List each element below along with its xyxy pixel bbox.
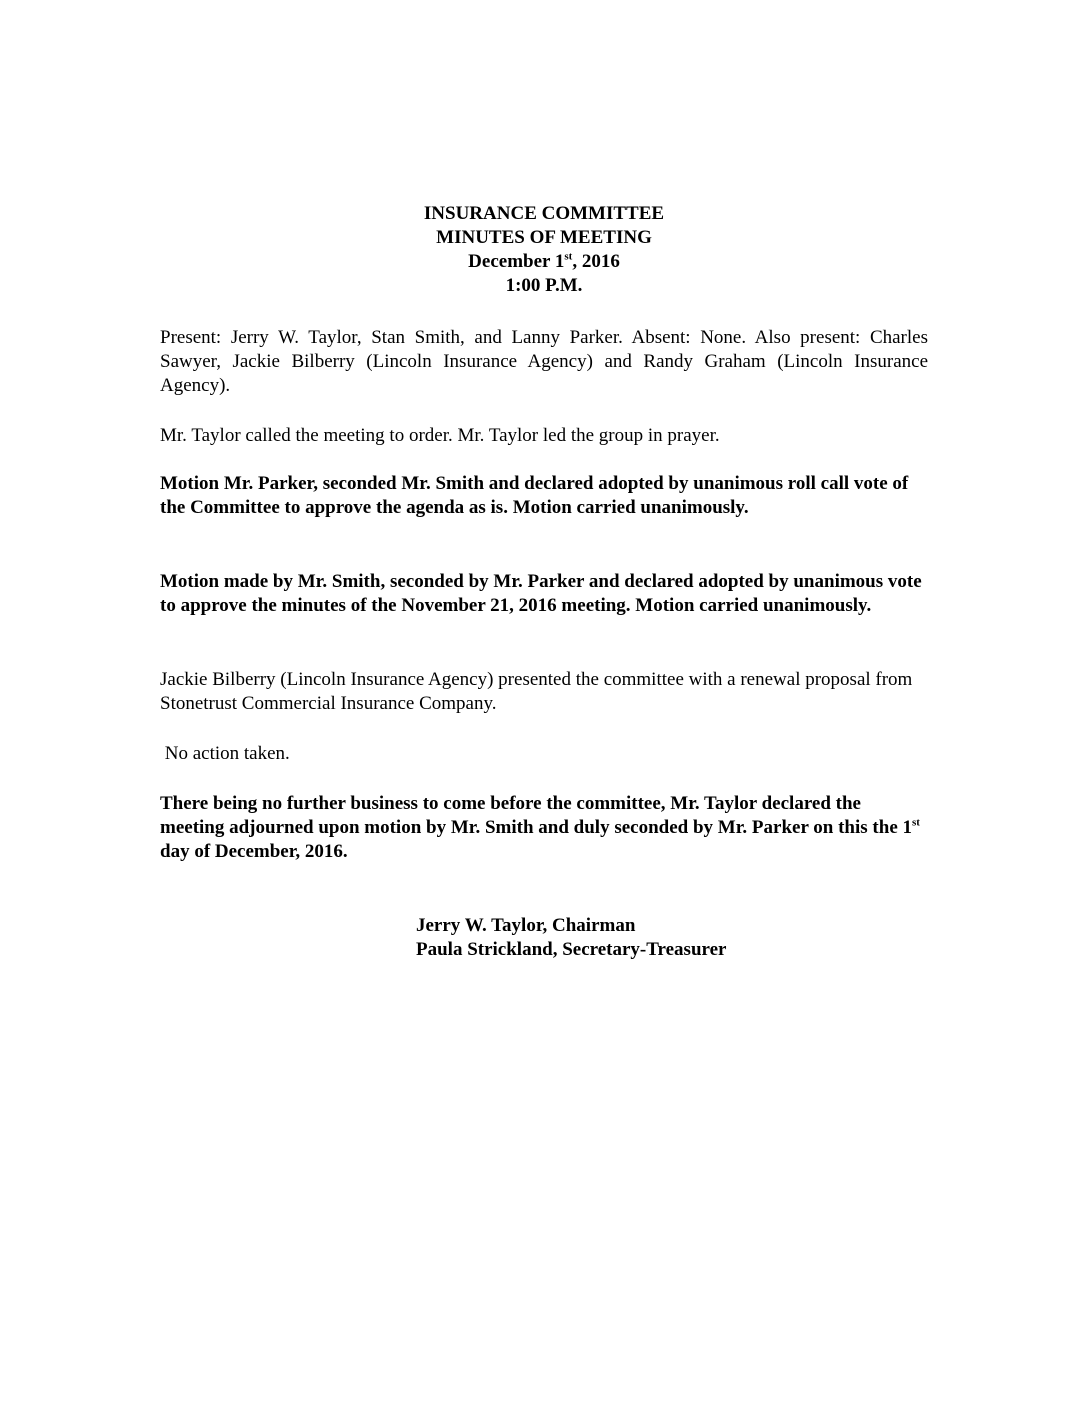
secretary-signature: Paula Strickland, Secretary-Treasurer	[416, 939, 727, 960]
minutes-title: MINUTES OF MEETING	[436, 227, 652, 248]
meeting-date	[0, 250, 1088, 274]
meeting-date-text: December 1	[468, 251, 565, 272]
adjournment-text: There being no further business to come before the committee, Mr. Taylor declared the meeting adjourned upon motion by Mr. Smith and duly seconded by Mr. Parker on this the 1	[160, 793, 913, 838]
no-action-paragraph: No action taken.	[160, 743, 290, 764]
presentation-paragraph: Jackie Bilberry (Lincoln Insurance Agency) presented the committee with a renewal proposal from Stonetrust Commercial Insurance Company.	[160, 669, 913, 714]
chairman-signature: Jerry W. Taylor, Chairman	[416, 915, 636, 936]
adjournment-ordinal: st	[912, 816, 920, 829]
minutes-motion-paragraph: Motion made by Mr. Smith, seconded by Mr. Parker and declared adopted by unanimous vote to approve the minutes of the November 21, 2016 meeting. Motion carried unanimously.	[160, 571, 922, 616]
meeting-time: 1:00 P.M.	[505, 275, 583, 296]
meeting-date-year: , 2016	[572, 251, 620, 272]
signature-block	[416, 914, 726, 962]
adjournment-date: day of December, 2016.	[160, 841, 348, 862]
attendance-paragraph: Present: Jerry W. Taylor, Stan Smith, and Lanny Parker. Absent: None. Also present: Charles Sawyer, Jackie Bilberry (Lincoln Insurance Agency) and Randy Graham (Lincoln Insurance Agency).	[160, 327, 928, 396]
committee-title: INSURANCE COMMITTEE	[423, 203, 665, 224]
document-header	[0, 202, 1088, 298]
call-to-order-paragraph: Mr. Taylor called the meeting to order. Mr. Taylor led the group in prayer.	[160, 425, 720, 446]
agenda-motion-paragraph: Motion Mr. Parker, seconded Mr. Smith and declared adopted by unanimous roll call vote of the Committee to approve the agenda as is. Motion carried unanimously.	[160, 473, 909, 518]
adjournment-paragraph	[160, 792, 928, 864]
meeting-date-ordinal: st	[564, 250, 573, 263]
